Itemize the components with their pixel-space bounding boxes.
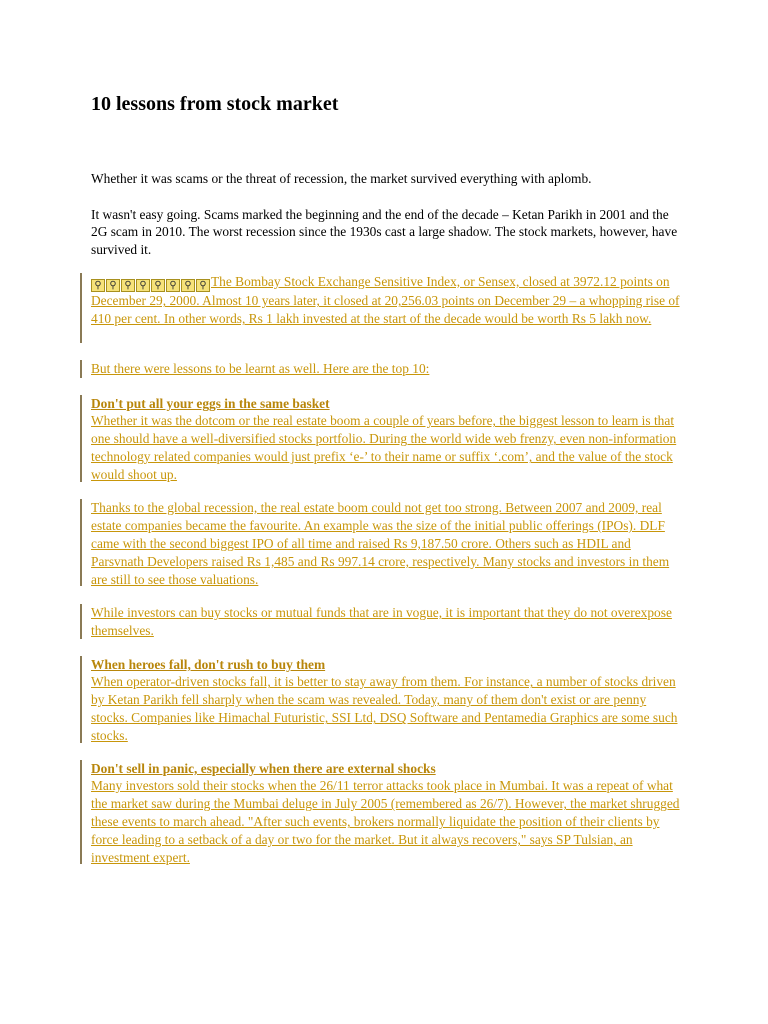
lesson-1-realestate-text[interactable]: Thanks to the global recession, the real estate boom could not get too strong. Between 2007 and 2009, real estate companies became the favourite. An example was the size of the initial public offerings (IPOs). DLF came with the second biggest IPO of all time and raised Rs 9,187.50 crore. Others such as HDIL and Parsvnath Developers raised Rs 1,485 and Rs 997.14 crore, respectively. Many stocks and investors in them are still to see those valuations.	[91, 500, 670, 587]
link-icon[interactable]: ⚲	[151, 279, 165, 292]
lesson-3-block	[80, 760, 680, 864]
link-icon[interactable]: ⚲	[121, 279, 135, 292]
sensex-block	[80, 273, 680, 343]
lesson-2-text[interactable]: When operator-driven stocks fall, it is better to stay away from them. For instance, a number of stocks driven by Ketan Parikh fell sharply when the scam was revealed. Today, many of them don't exist or are penny stocks. Companies like Himachal Futuristic, SSI Ltd, DSQ Software and Pentamedia Graphics are some such stocks.	[91, 674, 678, 744]
sensex-paragraph[interactable]: The Bombay Stock Exchange Sensitive Index, or Sensex, closed at 3972.12 points on December 29, 2000. Almost 10 years later, it closed at 20,256.03 points on December 29 – a whopping rise of 410 per cent. In other words, Rs 1 lakh invested at the start of the decade would be worth Rs 5 lakh now.	[91, 274, 680, 327]
link-icon[interactable]: ⚲	[106, 279, 120, 292]
context-paragraph: It wasn't easy going. Scams marked the beginning and the end of the decade – Ketan Parikh in 2001 and the 2G scam in 2010. The worst recession since the 1930s cast a large shadow. The stock markets, however, have survived it.	[91, 207, 678, 257]
page-title: 10 lessons from stock market	[91, 93, 339, 115]
link-icon[interactable]: ⚲	[136, 279, 150, 292]
lessons-intro-link[interactable]: But there were lessons to be learnt as well. Here are the top 10:	[91, 361, 430, 376]
lesson-3-text[interactable]: Many investors sold their stocks when the 26/11 terror attacks took place in Mumbai. It was a repeat of what the market saw during the Mumbai deluge in July 2005 (remembered as 26/7). However, the market shrugged these events to march ahead. "After such events, brokers normally liquidate the position of their clients by force leading to a setback of a day or two for the market. But it always recovers," says SP Tulsian, an investment expert.	[91, 778, 680, 866]
sensex-link[interactable]	[91, 274, 680, 326]
lesson-3-heading[interactable]: Don't sell in panic, especially when there are external shocks	[91, 761, 436, 776]
lessons-intro-block	[80, 360, 680, 378]
lesson-1-realestate-block	[80, 499, 680, 586]
lesson-2-block	[80, 656, 680, 743]
lesson-2-heading[interactable]: When heroes fall, don't rush to buy them	[91, 657, 326, 672]
lesson-1-block	[80, 395, 680, 482]
link-icon[interactable]: ⚲	[196, 279, 210, 292]
lesson-1-advice-text[interactable]: While investors can buy stocks or mutual funds that are in vogue, it is important that they do not overexpose themselves.	[91, 605, 672, 638]
lesson-1-heading[interactable]: Don't put all your eggs in the same basket	[91, 396, 330, 411]
lesson-1-advice-block	[80, 604, 680, 639]
link-icons	[91, 275, 211, 292]
link-icon[interactable]: ⚲	[91, 279, 105, 292]
lesson-1-text[interactable]: Whether it was the dotcom or the real estate boom a couple of years before, the biggest lesson to learn is that one should have a well-diversified stocks portfolio. During the world wide web frenzy, even non-information technology related companies would just prefix ‘e-’ to their name or suffix ‘.com’, and the value of the stock would shoot up.	[91, 413, 677, 483]
link-icon[interactable]: ⚲	[181, 279, 195, 292]
intro-paragraph: Whether it was scams or the threat of recession, the market survived everything with aplomb.	[91, 171, 592, 186]
link-icon[interactable]: ⚲	[166, 279, 180, 292]
